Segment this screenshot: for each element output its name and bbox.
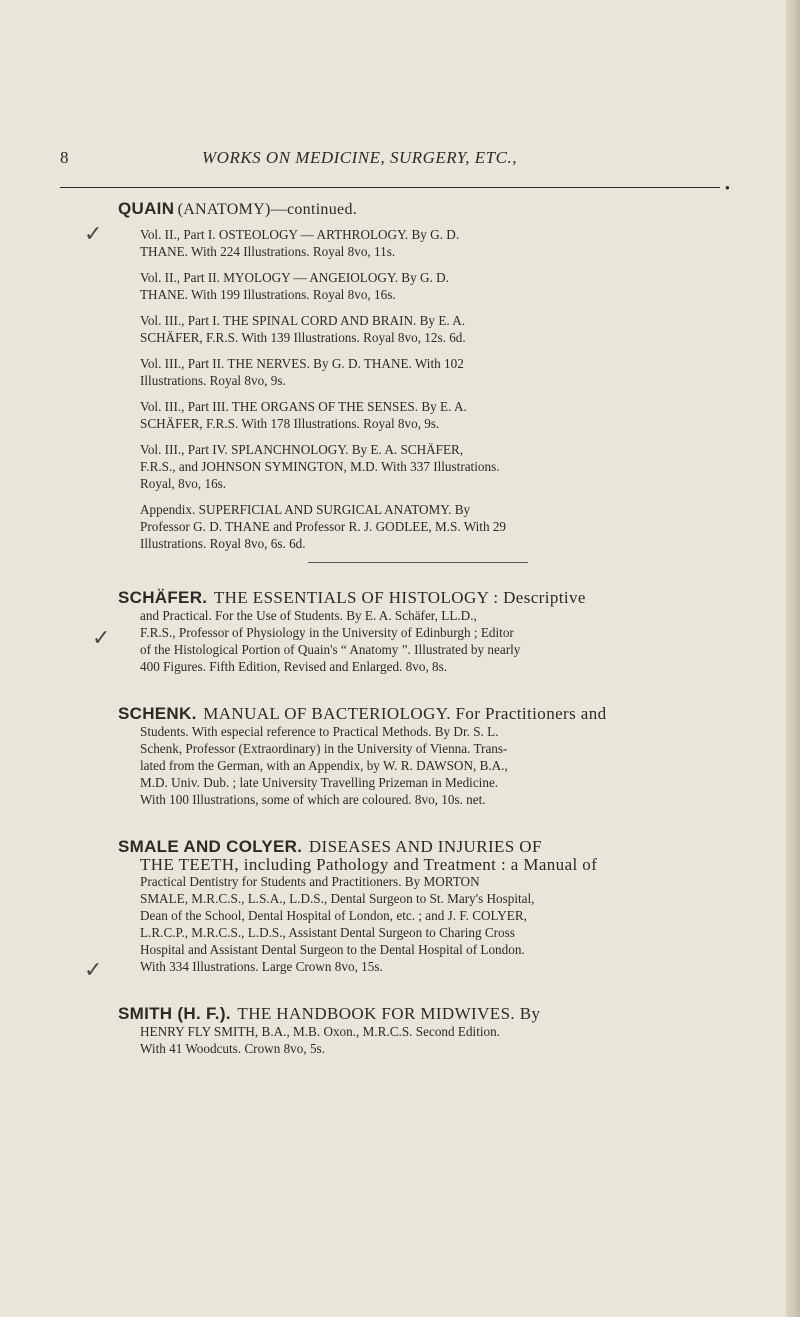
- volume-line: Vol. III., Part IV. SPLANCHNOLOGY. By E. A. SCHÄFER,: [140, 442, 464, 457]
- entry-line: 400 Figures. Fifth Edition, Revised and Enlarged. 8vo, 8s.: [140, 659, 448, 674]
- catalogue-entry: [118, 1005, 718, 1057]
- entry-line: THE HANDBOOK FOR MIDWIVES. By: [237, 1004, 541, 1023]
- volume-line: Vol. III., Part III. THE ORGANS OF THE SENSES. By E. A.: [140, 399, 467, 414]
- quain-volume: [140, 398, 718, 432]
- quain-volume: [140, 355, 718, 389]
- entry-line: lated from the German, with an Appendix, by W. R. DAWSON, B.A.,: [140, 758, 508, 773]
- volume-line: SCHÄFER, F.R.S. With 178 Illustrations. Royal 8vo, 9s.: [140, 416, 440, 431]
- entry-line: Schenk, Professor (Extraordinary) in the University of Vienna. Trans-: [140, 741, 508, 756]
- catalogue-entry: [118, 838, 718, 975]
- quain-volume: [140, 312, 718, 346]
- entry-line: MANUAL OF BACTERIOLOGY. For Practitioners and: [203, 704, 607, 723]
- volume-line: SCHÄFER, F.R.S. With 139 Illustrations. Royal 8vo, 12s. 6d.: [140, 330, 466, 345]
- entry-line: SMALE, M.R.C.S., L.S.A., L.D.S., Dental Surgeon to St. Mary's Hospital,: [140, 891, 535, 906]
- catalogue-content: [118, 200, 718, 1057]
- entry-line: Practical Dentistry for Students and Practitioners. By MORTON: [140, 874, 480, 889]
- entry-author: SMALE AND COLYER.: [118, 837, 303, 856]
- entry-author: QUAIN: [118, 199, 175, 218]
- volume-line: Vol. III., Part II. THE NERVES. By G. D. THANE. With 102: [140, 356, 464, 371]
- entry-line: M.D. Univ. Dub. ; late University Travelling Prizeman in Medicine.: [140, 775, 499, 790]
- entry-line: Dean of the School, Dental Hospital of London, etc. ; and J. F. COLYER,: [140, 908, 527, 923]
- volume-line: Illustrations. Royal 8vo, 9s.: [140, 373, 286, 388]
- entry-line: THE TEETH, including Pathology and Treatment : a Manual of: [140, 855, 598, 874]
- entry-line: DISEASES AND INJURIES OF: [308, 837, 542, 856]
- entry-line: HENRY FLY SMITH, B.A., M.B. Oxon., M.R.C.S. Second Edition.: [140, 1024, 501, 1039]
- section-separator: [308, 562, 528, 563]
- volume-line: F.R.S., and JOHNSON SYMINGTON, M.D. With 337 Illustrations.: [140, 459, 500, 474]
- volume-line: Vol. III., Part I. THE SPINAL CORD AND BRAIN. By E. A.: [140, 313, 466, 328]
- quain-entry: [118, 200, 718, 218]
- entry-line: With 334 Illustrations. Large Crown 8vo, 15s.: [140, 959, 383, 974]
- catalogue-entry: [118, 705, 718, 808]
- entry-line: L.R.C.P., M.R.C.S., L.D.S., Assistant Dental Surgeon to Charing Cross: [140, 925, 515, 940]
- volume-line: Vol. II., Part II. MYOLOGY — ANGEIOLOGY. By G. D.: [140, 270, 449, 285]
- check-mark-icon: ✓: [84, 222, 103, 247]
- volume-line: Appendix. SUPERFICIAL AND SURGICAL ANATOMY. By: [140, 502, 471, 517]
- volume-line: THANE. With 199 Illustrations. Royal 8vo, 16s.: [140, 287, 396, 302]
- running-title: WORKS ON MEDICINE, SURGERY, ETC.,: [202, 148, 517, 167]
- volume-line: THANE. With 224 Illustrations. Royal 8vo, 11s.: [140, 244, 396, 259]
- page-edge: [786, 0, 800, 1317]
- volume-line: Royal, 8vo, 16s.: [140, 476, 227, 491]
- volume-line: Vol. II., Part I. OSTEOLOGY — ARTHROLOGY. By G. D.: [140, 227, 460, 242]
- bullet-mark: ●: [725, 183, 730, 192]
- tick-mark-icon: ✓: [84, 958, 103, 983]
- page-number: 8: [60, 148, 69, 167]
- entry-author: SCHENK.: [118, 704, 197, 723]
- tick-mark-icon: ✓: [92, 626, 111, 651]
- quain-volume-list: [118, 226, 718, 552]
- catalogue-entry: [118, 589, 718, 675]
- entry-line: F.R.S., Professor of Physiology in the University of Edinburgh ; Editor: [140, 625, 514, 640]
- entry-line: With 41 Woodcuts. Crown 8vo, 5s.: [140, 1041, 325, 1056]
- entry-line: and Practical. For the Use of Students. By E. A. Schäfer, LL.D.,: [140, 608, 477, 623]
- volume-line: Professor G. D. THANE and Professor R. J. GODLEE, M.S. With 29: [140, 519, 507, 534]
- header-rule: [60, 187, 720, 188]
- entry-line: Students. With especial reference to Practical Methods. By Dr. S. L.: [140, 724, 499, 739]
- entry-line: THE ESSENTIALS OF HISTOLOGY : Descriptive: [213, 588, 586, 607]
- entry-line: of the Histological Portion of Quain's “ Anatomy ”. Illustrated by nearly: [140, 642, 521, 657]
- entry-line: Hospital and Assistant Dental Surgeon to the Dental Hospital of London.: [140, 942, 525, 957]
- entry-line: With 100 Illustrations, some of which are coloured. 8vo, 10s. net.: [140, 792, 486, 807]
- quain-volume: [140, 441, 718, 492]
- quain-volume: [140, 226, 718, 260]
- quain-volume: [140, 269, 718, 303]
- volume-line: Illustrations. Royal 8vo, 6s. 6d.: [140, 536, 306, 551]
- entry-author: SMITH (H. F.).: [118, 1004, 231, 1023]
- entry-author: SCHÄFER.: [118, 588, 208, 607]
- entry-heading-rest: (ANATOMY)—continued.: [177, 201, 358, 218]
- quain-volume: [140, 501, 718, 552]
